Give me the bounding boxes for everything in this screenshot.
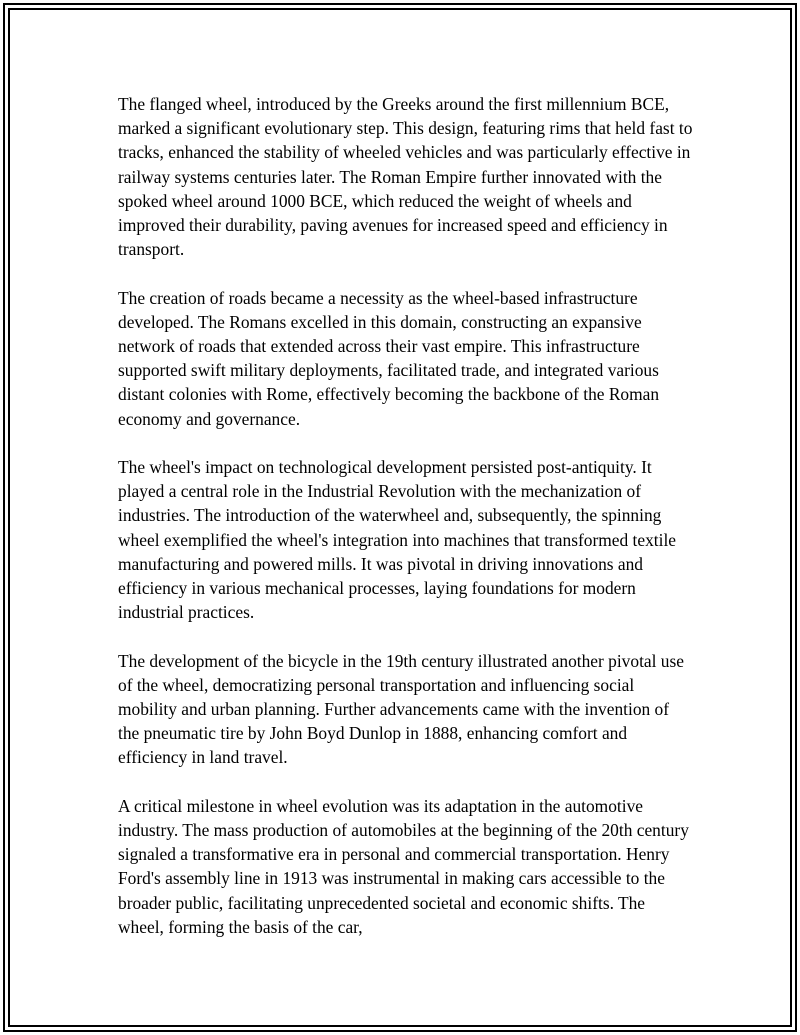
paragraph-automotive: A critical milestone in wheel evolution was its adaptation in the automotive industry. The mass production of automobiles at the beginning of the 20th century signaled a transformative era in personal and commercial transportation. Henry Ford's assembly line in 1913 was instrumental in making cars accessible to the broader public, facilitating unprecedented societal and economic shifts. The wheel, forming the basis of the car, bbox=[118, 795, 689, 937]
paragraph-bicycle: The development of the bicycle in the 19th century illustrated another pivotal use of the wheel, democratizing personal transportation and influencing social mobility and urban planning. Further advancements came with the invention of the pneumatic tire by John Boyd Dunlop in 1888, enhancing comfort and efficiency in land travel. bbox=[118, 650, 684, 768]
paragraph-industrial-revolution: The wheel's impact on technological development persisted post-antiquity. It played a central role in the Industrial Revolution with the mechanization of industries. The introduction of the waterwheel and, subsequently, the spinning wheel exemplified the wheel's integration into machines that transformed textile manufacturing and powered mills. It was pivotal in driving innovations and efficiency in various mechanical processes, laying foundations for modern industrial practices. bbox=[118, 457, 677, 623]
document-body bbox=[118, 92, 693, 963]
paragraph-roman-roads: The creation of roads became a necessity as the wheel-based infrastructure developed. The Romans excelled in this domain, constructing an expansive network of roads that extended across their vast empire. This infrastructure supported swift military deployments, facilitated trade, and integrated various distant colonies with Rome, effectively becoming the backbone of the Roman economy and governance. bbox=[118, 287, 660, 429]
paragraph-flanged-wheel: The flanged wheel, introduced by the Greeks around the first millennium BCE, marked a significant evolutionary step. This design, featuring rims that held fast to tracks, enhanced the stability of wheeled vehicles and was particularly effective in railway systems centuries later. The Roman Empire further innovated with the spoked wheel around 1000 BCE, which reduced the weight of wheels and improved their durability, paving avenues for increased speed and efficiency in transport. bbox=[118, 94, 693, 260]
